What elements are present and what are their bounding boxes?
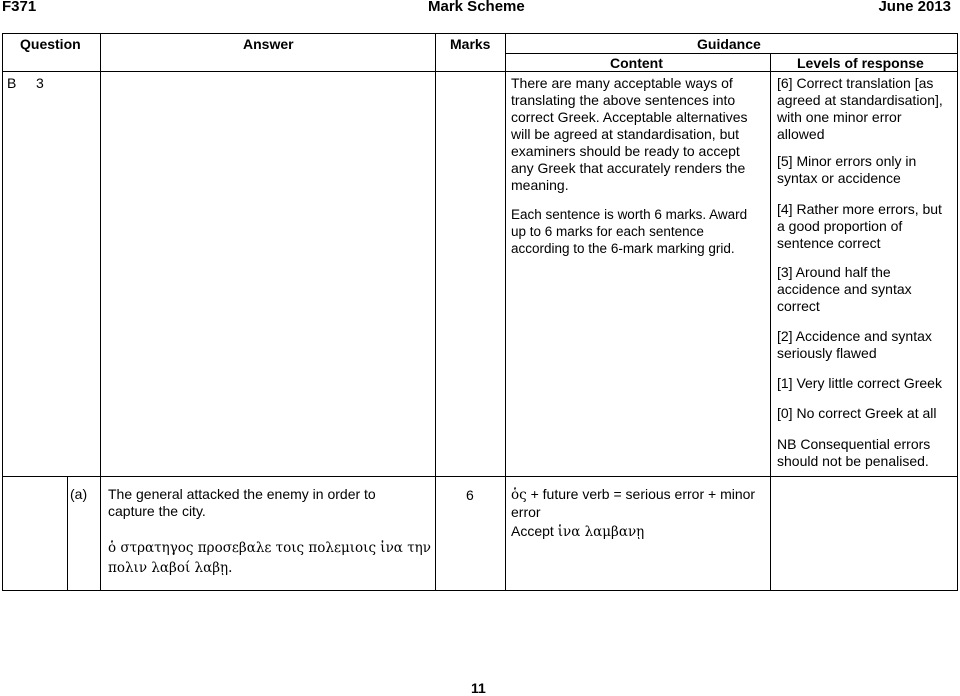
english-sentence: The general attacked the enemy in order to capture the city. bbox=[108, 486, 376, 519]
level-0: [0] No correct Greek at all bbox=[777, 405, 937, 421]
subheader-content: Content bbox=[610, 55, 663, 71]
guidance-error-text: + future verb = serious error + minor error bbox=[511, 486, 756, 520]
column-header-guidance: Guidance bbox=[697, 36, 761, 52]
table-top-border bbox=[2, 33, 957, 34]
subheader-levels: Levels of response bbox=[797, 55, 924, 71]
guidance-greek-word: ὁς bbox=[511, 487, 527, 503]
row-divider bbox=[2, 476, 957, 477]
table-left-border bbox=[2, 33, 3, 591]
guidance-content-marking: Each sentence is worth 6 marks. Award up to 6 marks for each sentence according to the 6-mark marking grid. bbox=[511, 207, 748, 256]
page-number: 11 bbox=[471, 680, 486, 696]
guidance-error-note bbox=[511, 486, 767, 521]
content-levels-divider bbox=[770, 53, 771, 591]
accept-label: Accept bbox=[511, 523, 558, 539]
marks-value: 6 bbox=[466, 487, 474, 503]
consequential-errors-note: NB Consequential errors should not be penalised. bbox=[777, 436, 931, 469]
subquestion-divider bbox=[67, 476, 68, 591]
guidance-subheader-border bbox=[505, 53, 957, 54]
header-title: Mark Scheme bbox=[428, 0, 525, 15]
column-header-answer: Answer bbox=[243, 36, 294, 52]
guidance-content-intro: There are many acceptable ways of translating the above sentences into correct Greek. Acceptable alternatives will be agreed at standardisation, but examiners should be ready to accept any Greek that accurately renders the meaning. bbox=[511, 75, 748, 193]
column-header-marks: Marks bbox=[450, 36, 491, 52]
subquestion-label: (a) bbox=[70, 486, 88, 502]
table-bottom-border bbox=[2, 590, 957, 591]
level-4: [4] Rather more errors, but a good proportion of sentence correct bbox=[777, 201, 942, 251]
level-5: [5] Minor errors only in syntax or accidence bbox=[777, 153, 917, 186]
greek-translation: ὁ στρατηγος προσεβαλε τοις πολεμιοις ἱνα την πολιν λαβοί λαβῃ. bbox=[108, 540, 431, 576]
question-number: 3 bbox=[36, 75, 44, 91]
column-header-question: Question bbox=[20, 36, 81, 52]
accept-greek: ἱνα λαμβανῃ bbox=[557, 524, 645, 540]
level-6: [6] Correct translation [as agreed at standardisation], with one minor error allowed bbox=[777, 75, 943, 142]
table-right-border bbox=[957, 33, 958, 591]
level-3: [3] Around half the accidence and syntax correct bbox=[777, 264, 912, 314]
question-answer-divider bbox=[100, 33, 101, 591]
level-1: [1] Very little correct Greek bbox=[777, 375, 942, 391]
marks-guidance-divider bbox=[505, 33, 506, 591]
answer-marks-divider bbox=[435, 33, 436, 591]
header-date: June 2013 bbox=[878, 0, 951, 15]
level-2: [2] Accidence and syntax seriously flawed bbox=[777, 328, 932, 361]
guidance-accept-line bbox=[511, 523, 767, 541]
section-letter: B bbox=[7, 75, 17, 91]
header-code: F371 bbox=[2, 0, 37, 15]
